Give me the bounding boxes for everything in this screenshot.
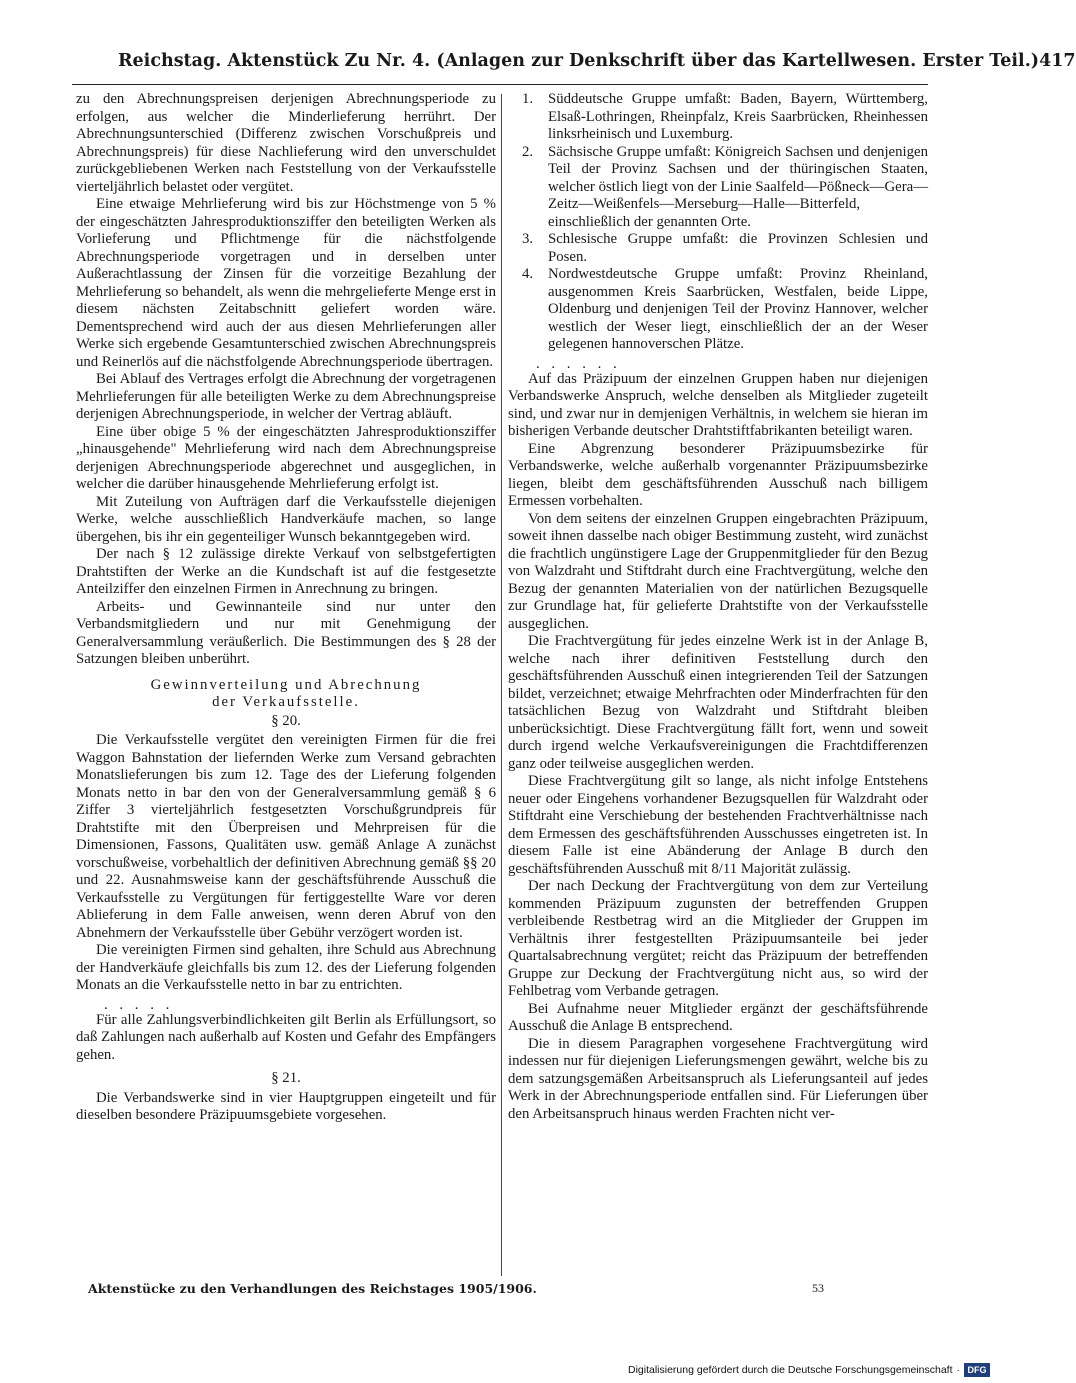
list-number: 4. <box>522 266 534 282</box>
paragraph: Die in diesem Paragraphen vorgesehene Frachtvergütung wird indessen nur für diejenigen Lieferungsmengen gewährt, welche bis zu dem satzungsgemäßen Arbeitsanspruch als Lieferungsanteil auf jedes Werk in der Abrechnungsperiode entfallen sind. Für Lieferungen über den Arbeitsanspruch hinaus werden Frachten nicht ver- <box>508 1035 928 1122</box>
paragraph: Die vereinigten Firmen sind gehalten, ihre Schuld aus Abrechnung der Handverkäufe gleichfalls bis zum 12. des der Lieferung folgenden Monats an die Verkaufsstelle netto in bar zu entrichten. <box>76 942 496 993</box>
paragraph: Für alle Zahlungsverbindlichkeiten gilt Berlin als Erfüllungsort, so daß Zahlungen nach außerhalb auf Kosten und Gefahr des Empfängers gehen. <box>76 1011 496 1063</box>
list-item <box>508 144 928 232</box>
paragraph: Eine über obige 5 % der eingeschätzten Jahresproduktionsziffer „hinausgehende" Mehrlieferung wird nach dem Abrechnungspreise derjenigen Abrechnungsperiode abgerechnet und ausgeglichen, in welcher die darüber hinausgehende Mehrlieferung erfolgt ist. <box>76 423 496 492</box>
list-text: Nordwestdeutsche Gruppe umfaßt: Provinz Rheinland, ausgenommen Kreis Saarbrücken, Westfalen, beide Lippe, Oldenburg und denjenigen Teil der Provinz Hannover, welcher westlich der Weser liegt, einschließlich der an der Weser gelegenen hannoverschen Plätze. <box>548 266 928 352</box>
list-number: 3. <box>522 231 534 247</box>
list-text: Schlesische Gruppe umfaßt: die Provinzen Schlesien und Posen. <box>548 231 928 265</box>
paragraph-number-21: § 21. <box>271 1070 301 1086</box>
paragraph: Eine etwaige Mehrlieferung wird bis zur Höchstmenge von 5 % der eingeschätzten Jahresproduktionsziffer den beteiligten Werken als Vorlieferung und Pflichtmenge für die nächstfolgende Abrechnungsperiode vorgetragen und in derselben unter Außerachtlassung der Zinsen für die vorzeitige Bezahlung der Mehrlieferung so behandelt, als wenn die mehrgelieferte Menge erst in diesem nächsten Zeitabschnitt geliefert worden wäre. Dementsprechend wird auch der aus diesen Mehrlieferungen aller Werke sich ergebende Gesamtunterschied zwischen Abrechnungspreis und Reinerlös auf die nächstfolgende Abrechnungsperiode übertragen. <box>76 196 496 370</box>
header-title: Reichstag. Aktenstück Zu Nr. 4. (Anlagen zur Denkschrift über das Kartellwesen. Erster Teil.) <box>118 51 1040 71</box>
right-column <box>508 91 928 1123</box>
credit-text: Digitalisierung gefördert durch die Deutsche Forschungsgemeinschaft <box>627 1364 953 1376</box>
paragraph: Der nach § 12 zulässige direkte Verkauf von selbstgefertigten Drahtstiften der Werke an die Kundschaft ist auf die festgesetzte Anteilziffer den einzelnen Firmen in Anrechnung zu bringen. <box>76 546 496 597</box>
footer-publication: Aktenstücke zu den Verhandlungen des Reichstages 1905/1906. <box>88 1281 537 1296</box>
group-list <box>508 91 928 354</box>
list-number: 1. <box>522 91 534 107</box>
paragraph-number-20: § 20. <box>271 712 301 729</box>
paragraph: Auf das Präzipuum der einzelnen Gruppen haben nur diejenigen Verbandswerke Anspruch, welche denselben als Mitglieder zugeteilt sind, und zwar nur in demjenigen Verhältnis, in welchem sie hieran im bisherigen Verbande deutscher Drahtstiftfabrikanten beteiligt waren. <box>508 370 928 439</box>
column-divider <box>501 94 502 1276</box>
section-heading-line-2: der Verkaufsstelle. <box>212 694 360 710</box>
header-rule <box>72 84 928 85</box>
dfg-logo-icon: DFG <box>964 1363 990 1377</box>
list-text: Süddeutsche Gruppe umfaßt: Baden, Bayern, Württemberg, Elsaß-Lothringen, Rheinpfalz, Kreis Saarbrücken, Rheinhessen linksrheinisch und Luxemburg. <box>548 91 928 142</box>
ellipsis-dots: . . . . . <box>104 996 174 1013</box>
paragraph: Die Frachtvergütung für jedes einzelne Werk ist in der Anlage B, welche nach ihrer definitiven Feststellung durch den geschäftsführenden Ausschuß einen integrierenden Teil der Satzungen bildet, verzeichnet; etwaige Mehrfrachten oder Minderfrachten für den tatsächlichen Bezug von Walzdraht und Stiftdraht bleiben unberücksichtigt. Diese Frachtvergütung fällt fort, wenn und soweit durch irgend welche Verkaufsvereinigungen die Frachtdifferenzen ganz oder teilweise ausgeglichen werden. <box>508 633 928 772</box>
paragraph: Bei Aufnahme neuer Mitglieder ergänzt der geschäftsführende Ausschuß die Anlage B entsprechend. <box>508 1000 928 1034</box>
paragraph: Der nach Deckung der Frachtvergütung von dem zur Verteilung kommenden Präzipuum zugunsten der betreffenden Gruppen verbleibende Restbetrag wird an die Mitglieder der Gruppen im Verhältnis ihrer festgestellten Präzipuumsanteile bei jeder Quartalsabrechnung vergütet; reicht das Präzipuum der betreffenden Gruppe zur Deckung der Frachtvergütung nicht aus, so wird der Fehlbetrag vom Verbande getragen. <box>508 878 928 999</box>
paragraph: Die Verkaufsstelle vergütet den vereinigten Firmen für die frei Waggon Bahnstation der liefernden Werke zum Versand gebrachten Monatslieferungen bis zum 12. Tage des der Lieferung folgenden Monats netto in bar den von der Generalversammlung gemäß § 6 Ziffer 3 vierteljährlich festgesetzten Vorschußgrundpreis für Drahtstifte mit den Überpreisen und Mehrpreisen für die Dimensionen, Fassons, Qualitäten usw. gemäß Anlage A zunächst vorschußweise, vorbehaltlich der definitiven Abrechnung gemäß §§ 20 und 22. Ausnahmsweise kann der geschäftsführende Ausschuß die Verkaufsstelle zu Vergütungen für fertiggestellte Ware vor deren Ablieferung in dem Falle anweisen, wenn deren Abruf von den Abnehmern der Verkaufsstelle über Gebühr verzögert worden ist. <box>76 732 496 941</box>
signature-mark: 53 <box>812 1281 824 1295</box>
section-heading <box>76 677 496 712</box>
list-number: 2. <box>522 143 534 160</box>
left-column <box>76 91 496 1125</box>
paragraph: zu den Abrechnungspreisen derjenigen Abrechnungsperiode zu erfolgen, aus welcher die Minderlieferung herrührt. Der Abrechnungsunterschied (Differenz zwischen Vorschußpreis und Abrechnungspreis) für diese Nachlieferung wird den unverschuldet zurückgebliebenen Werken nach Feststellung von der Verkaufsstelle vierteljährlich belastet oder vergütet. <box>76 91 496 195</box>
digitization-credit: Digitalisierung gefördert durch die Deutsche Forschungsgemeinschaft · DFG <box>628 1361 990 1379</box>
paragraph: Diese Frachtvergütung gilt so lange, als nicht infolge Entstehens neuer oder Eingehens vorhandener Bezugsquellen für Walzdraht oder Stiftdraht eine Verschiebung der bestehenden Frachtverhältnisse nach dem Ermessen des geschäftsführenden Ausschusses eingetreten ist. In diesem Falle ist eine Abänderung der Anlage B durch den geschäftsführenden Ausschuß mit 8/11 Majorität zulässig. <box>508 773 928 877</box>
paragraph: Die Verbandswerke sind in vier Hauptgruppen eingeteilt und für dieselben besondere Präzipuumsgebiete vorgesehen. <box>76 1089 496 1123</box>
list-item <box>508 91 928 144</box>
paragraph: Mit Zuteilung von Aufträgen darf die Verkaufsstelle diejenigen Werke, welche ausschließlich Handverkäufe machen, so lange übergehen, bis ihr ein gegenteiliger Wunsch bekanntgegeben wird. <box>76 493 496 545</box>
section-heading-line-1: Gewinnverteilung und Abrechnung <box>150 676 422 693</box>
list-item <box>508 231 928 266</box>
paragraph: Bei Ablauf des Vertrages erfolgt die Abrechnung der vorgetragenen Mehrlieferungen für alle beteiligten Werke zu dem Abrechnungspreise derjenigen Abrechnungsperiode, in welcher der Vertrag abläuft. <box>76 371 496 422</box>
paragraph: Eine Abgrenzung besonderer Präzipuumsbezirke für Verbandswerke, welche außerhalb vorgenannter Präzipuumsbezirke liegen, bleibt dem geschäftsführenden Ausschuß nach billigem Ermessen vorbehalten. <box>508 440 928 509</box>
list-item <box>508 266 928 354</box>
ellipsis-dots: . . . . . . <box>536 355 621 372</box>
page-number: 417 <box>1039 51 1076 71</box>
paragraph: Arbeits- und Gewinnanteile sind nur unter den Verbandsmitgliedern und nur mit Genehmigung der Generalversammlung veräußerlich. Die Bestimmungen des § 28 der Satzungen bleiben unberührt. <box>76 598 496 667</box>
running-header <box>118 44 1076 78</box>
paragraph: Von dem seitens der einzelnen Gruppen eingebrachten Präzipuum, soweit ihnen dasselbe nach obiger Bestimmung zusteht, wird zunächst die frachtlich ungünstigere Lage der Gruppenmitglieder für den Bezug von Walzdraht und Stiftdraht durch eine Frachtvergütung, welche den Bezug der genannten Materialien von der natürlichen Bezugsquelle zur Grundlage hat, für gelieferte Drahtstifte von der Verkaufsstelle ausgeglichen. <box>508 510 928 632</box>
list-text: Sächsische Gruppe umfaßt: Königreich Sachsen und denjenigen Teil der Provinz Sachsen und der thüringischen Staaten, welcher östlich liegt von der Linie Saalfeld—Pößneck—Gera—Zeitz—Weißenfels—Merseburg—Halle—Bitterfeld, einschließlich der genannten Orte. <box>548 143 928 230</box>
